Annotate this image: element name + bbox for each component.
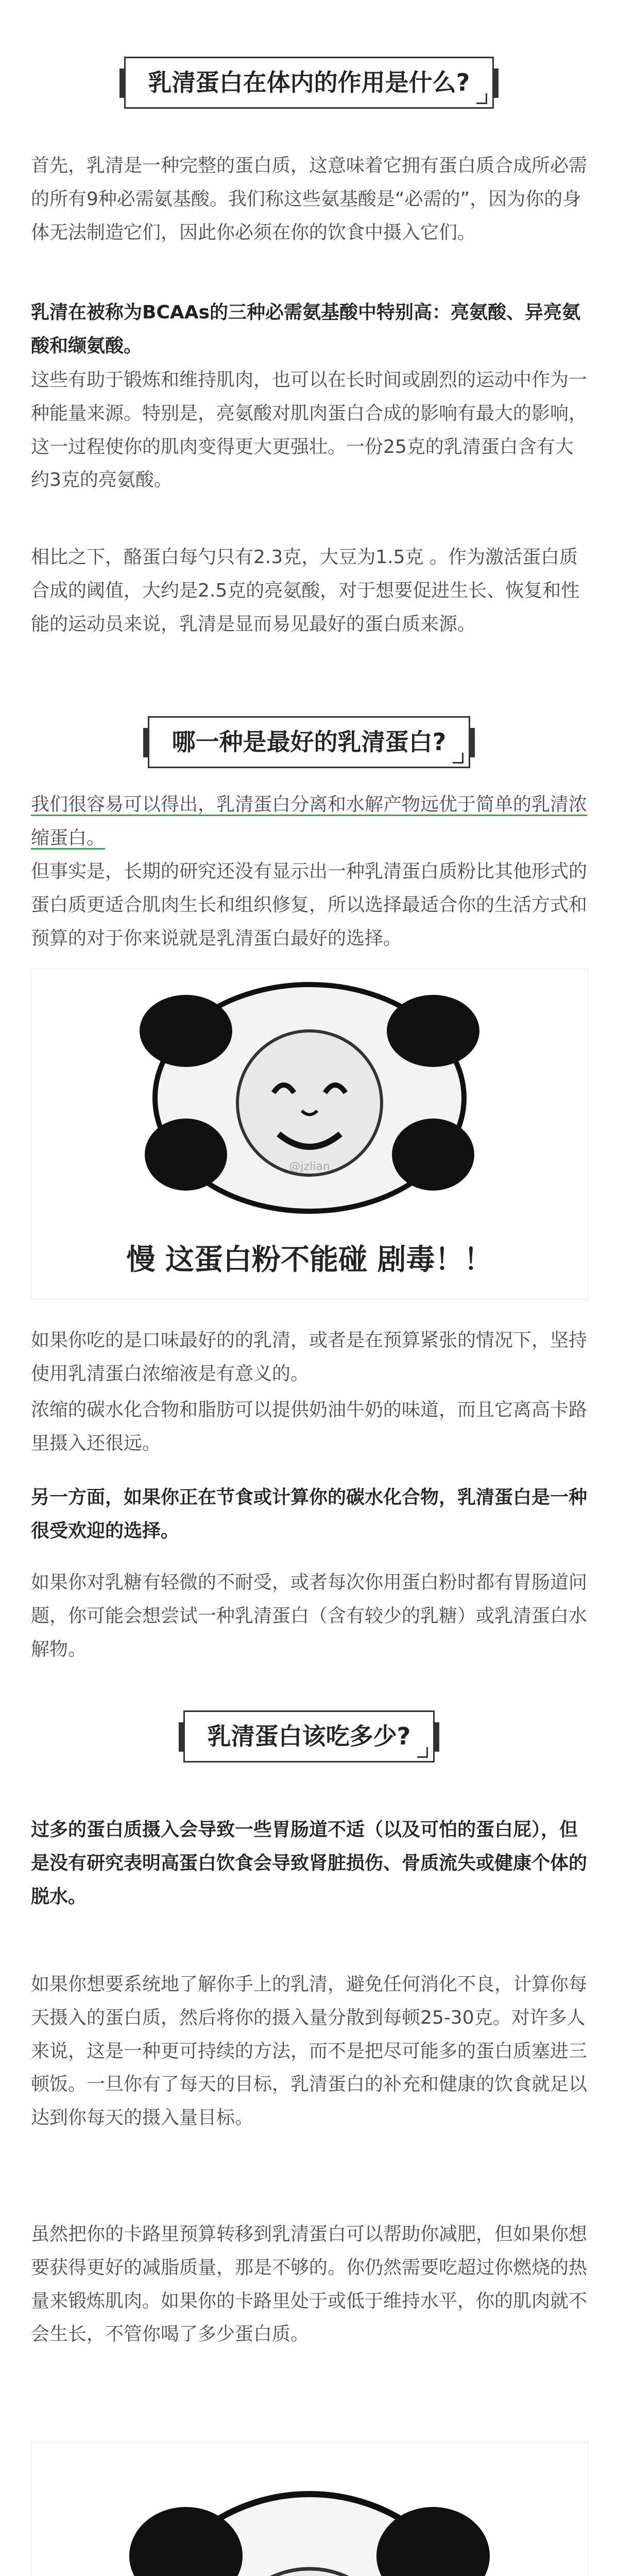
- paragraph-3: [31, 541, 587, 641]
- paragraph-6a: [31, 1324, 587, 1391]
- section-heading-2: 哪一种是最好的乳清蛋白?: [171, 728, 447, 756]
- section-heading-1-box: [124, 57, 494, 109]
- paragraph-2a-text: 乳清在被称为BCAAs的三种必需氨基酸中特别高：亮氨酸、异亮氨酸和缬氨酸。: [31, 302, 581, 357]
- paragraph-4-text: 我们很容易可以得出，乳清蛋白分离和水解产物远优于简单的乳清浓缩蛋白。: [31, 794, 588, 849]
- section-heading-1-wrap: [0, 57, 618, 109]
- paragraph-7: [31, 1481, 587, 1548]
- heading-corner-icon: [417, 1747, 428, 1758]
- paragraph-11-text: 虽然把你的卡路里预算转移到乳清蛋白可以帮助你减肥，但如果你想要获得更好的减脂质量，那是不够的。你仍然需要吃超过你燃烧的热量来锻炼肌肉。如果你的卡路里处于或低于维持水平，你的肌肉就不会生长，不管你喝了多少蛋白质。: [31, 2224, 588, 2345]
- paragraph-5: [31, 855, 587, 955]
- meme-caption-1: 慢 这蛋白粉不能碰 剧毒！！: [126, 1243, 493, 1277]
- paragraph-1: [31, 149, 587, 249]
- paragraph-2b-text: 这些有助于锻炼和维持肌肉，也可以在长时间或剧烈的运动中作为一种能量来源。特别是，亮氨酸对肌肉蛋白合成的影响有最大的影响，这一过程使你的肌肉变得更大更强壮。一份25克的乳清蛋白含有大约3克的亮氨酸。: [31, 369, 588, 491]
- section-heading-2-wrap: [0, 716, 618, 768]
- paragraph-6b: [31, 1394, 587, 1461]
- section-heading-3-wrap: [0, 1710, 618, 1762]
- image-watermark: @jzlian: [289, 1160, 330, 1173]
- section-heading-1: 乳清蛋白在体内的作用是什么?: [148, 69, 470, 96]
- paragraph-2b: [31, 364, 587, 497]
- paragraph-9-text: 过多的蛋白质摄入会导致一些胃肠道不适（以及可怕的蛋白屁），但是没有研究表明高蛋白饮食会导致肾脏损伤、骨质流失或健康个体的脱水。: [31, 1819, 588, 1907]
- paragraph-1-text: 首先，乳清是一种完整的蛋白质，这意味着它拥有蛋白质合成所必需的所有9种必需氨基酸。我们称这些氨基酸是“必需的”，因为你的身体无法制造它们，因此你必须在你的饮食中摄入它们。: [31, 155, 588, 243]
- paragraph-5-text: 但事实是，长期的研究还没有显示出一种乳清蛋白质粉比其他形式的蛋白质更适合肌肉生长和组织修复，所以选择最适合你的生活方式和预算的对于你来说就是乳清蛋白最好的选择。: [31, 861, 588, 949]
- paragraph-7-text: 另一方面，如果你正在节食或计算你的碳水化合物，乳清蛋白是一种很受欢迎的选择。: [31, 1487, 588, 1541]
- section-heading-2-box: [148, 716, 471, 768]
- paragraph-3-text: 相比之下，酪蛋白每勺只有2.3克，大豆为1.5克 。作为激活蛋白质合成的阈值，大约是2.5克的亮氨酸，对于想要促进生长、恢复和性能的运动员来说，乳清是显而易见最好的蛋白质来源。: [31, 547, 580, 635]
- paragraph-4: [31, 788, 587, 855]
- meme-image-1: [31, 969, 588, 1299]
- meme-image-2: [31, 2442, 588, 2576]
- heading-corner-icon: [476, 93, 487, 104]
- panda-meme-svg-2: [31, 2443, 588, 2576]
- heading-corner-icon: [453, 753, 464, 764]
- section-heading-3: 乳清蛋白该吃多少?: [207, 1722, 411, 1750]
- paragraph-9: [31, 1814, 587, 1913]
- paragraph-6a-text: 如果你吃的是口味最好的的乳清，或者是在预算紧张的情况下，坚持使用乳清蛋白浓缩液是有意义的。: [31, 1330, 588, 1384]
- paragraph-10: [31, 1968, 587, 2135]
- paragraph-8-text: 如果你对乳糖有轻微的不耐受，或者每次你用蛋白粉时都有胃肠道问题，你可能会想尝试一种乳清蛋白（含有较少的乳糖）或乳清蛋白水解物。: [31, 1572, 588, 1660]
- paragraph-11: [31, 2218, 587, 2351]
- paragraph-6b-text: 浓缩的碳水化合物和脂肪可以提供奶油牛奶的味道，而且它离高卡路里摄入还很远。: [31, 1399, 588, 1454]
- panda-face-icon: [140, 985, 479, 1211]
- paragraph-10-text: 如果你想要系统地了解你手上的乳清，避免任何消化不良，计算你每天摄入的蛋白质，然后将你的摄入量分散到每顿25-30克。对许多人来说，这是一种更可持续的方法，而不是把尽可能多的蛋白质塞进三顿饭。一旦你有了每天的目标，乳清蛋白的补充和健康的饮食就足以达到你每天的摄入量目标。: [31, 1974, 588, 2129]
- paragraph-8: [31, 1566, 587, 1666]
- paragraph-2a: [31, 296, 587, 363]
- section-heading-3-box: [183, 1710, 435, 1762]
